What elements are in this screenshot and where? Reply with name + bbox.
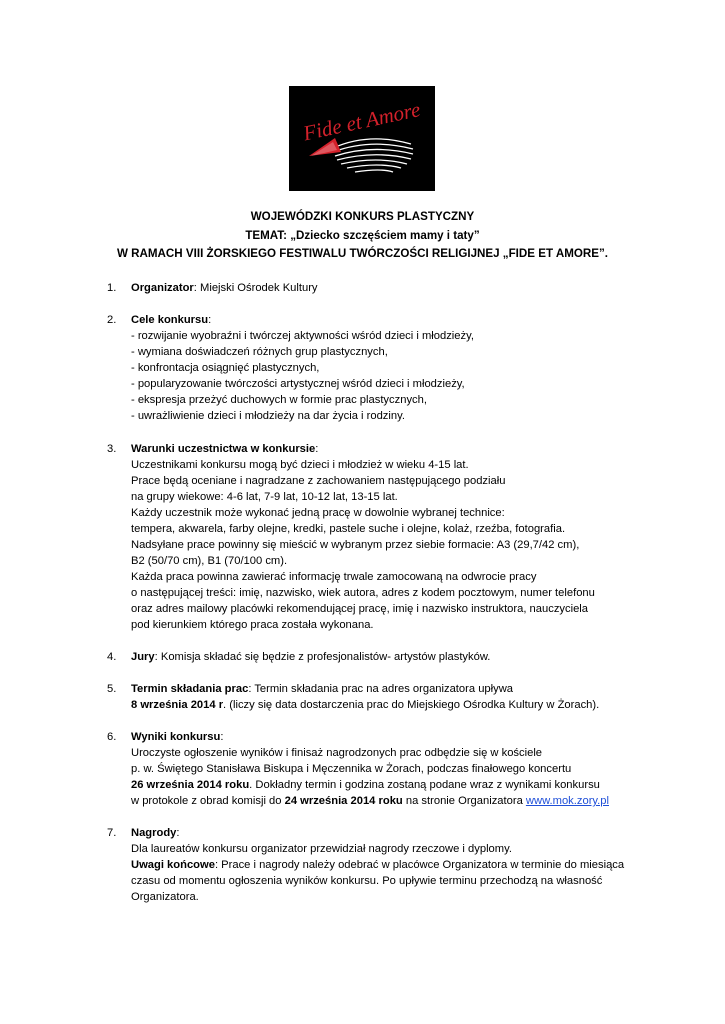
header-line-3: W RAMACH VIII ŻORSKIEGO FESTIWALU TWÓRCZOŚCI RELIGIJNEJ „FIDE ET AMORE”. <box>116 247 609 260</box>
section-2-item: - rozwijanie wyobraźni i twórczej aktywności wśród dzieci i młodzieży, <box>131 330 474 342</box>
section-1-line <box>131 281 318 296</box>
section-7-heading <box>131 826 180 841</box>
section-6-line-4-start: w protokole z obrad komisji do <box>131 795 285 807</box>
section-6-heading <box>131 730 223 745</box>
section-3-line: Uczestnikami konkursu mogą być dzieci i młodzież w wieku 4-15 lat. <box>131 459 469 471</box>
section-6-date-1: 26 września 2014 roku <box>131 779 250 791</box>
section-7-line-4: Organizatora. <box>131 891 199 903</box>
section-6-line-3 <box>131 778 600 793</box>
section-1-text: : Miejski Ośrodek Kultury <box>193 282 318 294</box>
logo-graphic <box>289 86 435 191</box>
section-6-label: Wyniki konkursu <box>131 731 221 743</box>
section-5-label: Termin składania prac <box>131 683 249 695</box>
section-2-item: - wymiana doświadczeń różnych grup plastycznych, <box>131 346 388 358</box>
section-3-line: Nadsyłane prace powinny się mieścić w wybranym przez siebie formacie: A3 (29,7/42 cm), <box>131 539 580 551</box>
logo-speed-lines <box>333 139 413 172</box>
section-5-number: 5. <box>107 683 117 695</box>
section-6-line-3-rest: . Dokładny termin i godzina zostaną podane wraz z wynikami konkursu <box>249 779 600 791</box>
section-6-line-2: p. w. Świętego Stanisława Biskupa i Męczennika w Żorach, podczas finałowego koncertu <box>131 763 572 775</box>
section-3-line: oraz adres mailowy placówki rekomendującej pracę, imię i nazwisko instruktora, nauczyciela <box>131 603 589 615</box>
section-6-colon: : <box>220 731 224 743</box>
section-6-number: 6. <box>107 731 117 743</box>
section-6-date-2: 24 września 2014 roku <box>284 795 403 807</box>
section-2-heading <box>131 313 211 328</box>
fide-et-amore-logo <box>289 86 435 191</box>
section-3-line: Każda praca powinna zawierać informację trwale zamocowaną na odwrocie pracy <box>131 571 537 583</box>
section-5-line-1 <box>131 682 513 697</box>
section-2-item: - ekspresja przeżyć duchowych w formie prac plastycznych, <box>131 394 427 406</box>
section-7-line-2 <box>131 858 624 873</box>
section-5-line-2 <box>131 698 599 713</box>
section-4-number: 4. <box>107 651 117 663</box>
section-5-rest: . (liczy się data dostarczenia prac do Miejskiego Ośrodka Kultury w Żorach). <box>223 699 600 711</box>
section-2-item: - uwrażliwienie dzieci i młodzieży na dar życia i rodziny. <box>131 410 405 422</box>
section-3-number: 3. <box>107 443 117 455</box>
section-3-line: o następującej treści: imię, nazwisko, wiek autora, adres z kodem pocztowym, numer telefonu <box>131 587 595 599</box>
final-remarks-label: Uwagi końcowe <box>131 859 215 871</box>
section-2-colon: : <box>208 314 212 326</box>
section-7-line-3: czasu od momentu ogłoszenia wyników konkursu. Po upływie terminu przechodzą na własność <box>131 875 603 887</box>
section-7-line-2-rest: : Prace i nagrody należy odebrać w placówce Organizatora w terminie do miesiąca <box>214 859 625 871</box>
section-7-colon: : <box>176 827 180 839</box>
section-2-item: - popularyzowanie twórczości artystycznej wśród dzieci i młodzieży, <box>131 378 465 390</box>
section-6-line-4 <box>131 794 609 809</box>
section-3-line: B2 (50/70 cm), B1 (70/100 cm). <box>131 555 288 567</box>
section-4-label: Jury <box>131 651 155 663</box>
section-5-date: 8 września 2014 r <box>131 699 224 711</box>
logo-text: Fide et Amore <box>301 97 423 146</box>
section-7-number: 7. <box>107 827 117 839</box>
section-7-label: Nagrody <box>131 827 177 839</box>
header-line-1: WOJEWÓDZKI KONKURS PLASTYCZNY <box>250 210 475 223</box>
section-3-label: Warunki uczestnictwa w konkursie <box>131 443 316 455</box>
section-5-text: : Termin składania prac na adres organizatora upływa <box>248 683 514 695</box>
section-6-line-1: Uroczyste ogłoszenie wyników i finisaż nagrodzonych prac odbędzie się w kościele <box>131 747 543 759</box>
header-line-2: TEMAT: „Dziecko szczęściem mamy i taty” <box>245 229 480 242</box>
section-2-item: - konfrontacja osiągnięć plastycznych, <box>131 362 320 374</box>
section-3-line: na grupy wiekowe: 4-6 lat, 7-9 lat, 10-12 lat, 13-15 lat. <box>131 491 398 503</box>
section-3-line: Prace będą oceniane i nagradzane z zachowaniem następującego podziału <box>131 475 506 487</box>
section-3-heading <box>131 442 318 457</box>
section-1-label: Organizator <box>131 282 194 294</box>
section-6-line-4-mid: na stronie Organizatora <box>402 795 526 807</box>
section-2-label: Cele konkursu <box>131 314 209 326</box>
section-2-number: 2. <box>107 314 117 326</box>
section-3-line: tempera, akwarela, farby olejne, kredki, pastele suche i olejne, kolaż, rzeźba, fotografia. <box>131 523 566 535</box>
section-4-text: : Komisja składać się będzie z profesjonalistów- artystów plastyków. <box>154 651 491 663</box>
section-1-number: 1. <box>107 282 117 294</box>
section-3-colon: : <box>315 443 319 455</box>
organizer-website-link[interactable]: www.mok.zory.pl <box>525 795 609 807</box>
section-7-line-1: Dla laureatów konkursu organizator przewidział nagrody rzeczowe i dyplomy. <box>131 843 512 855</box>
section-3-line: Każdy uczestnik może wykonać jedną pracę w dowolnie wybranej technice: <box>131 507 505 519</box>
section-4-line <box>131 650 490 665</box>
section-3-line: pod kierunkiem którego praca została wykonana. <box>131 619 374 631</box>
